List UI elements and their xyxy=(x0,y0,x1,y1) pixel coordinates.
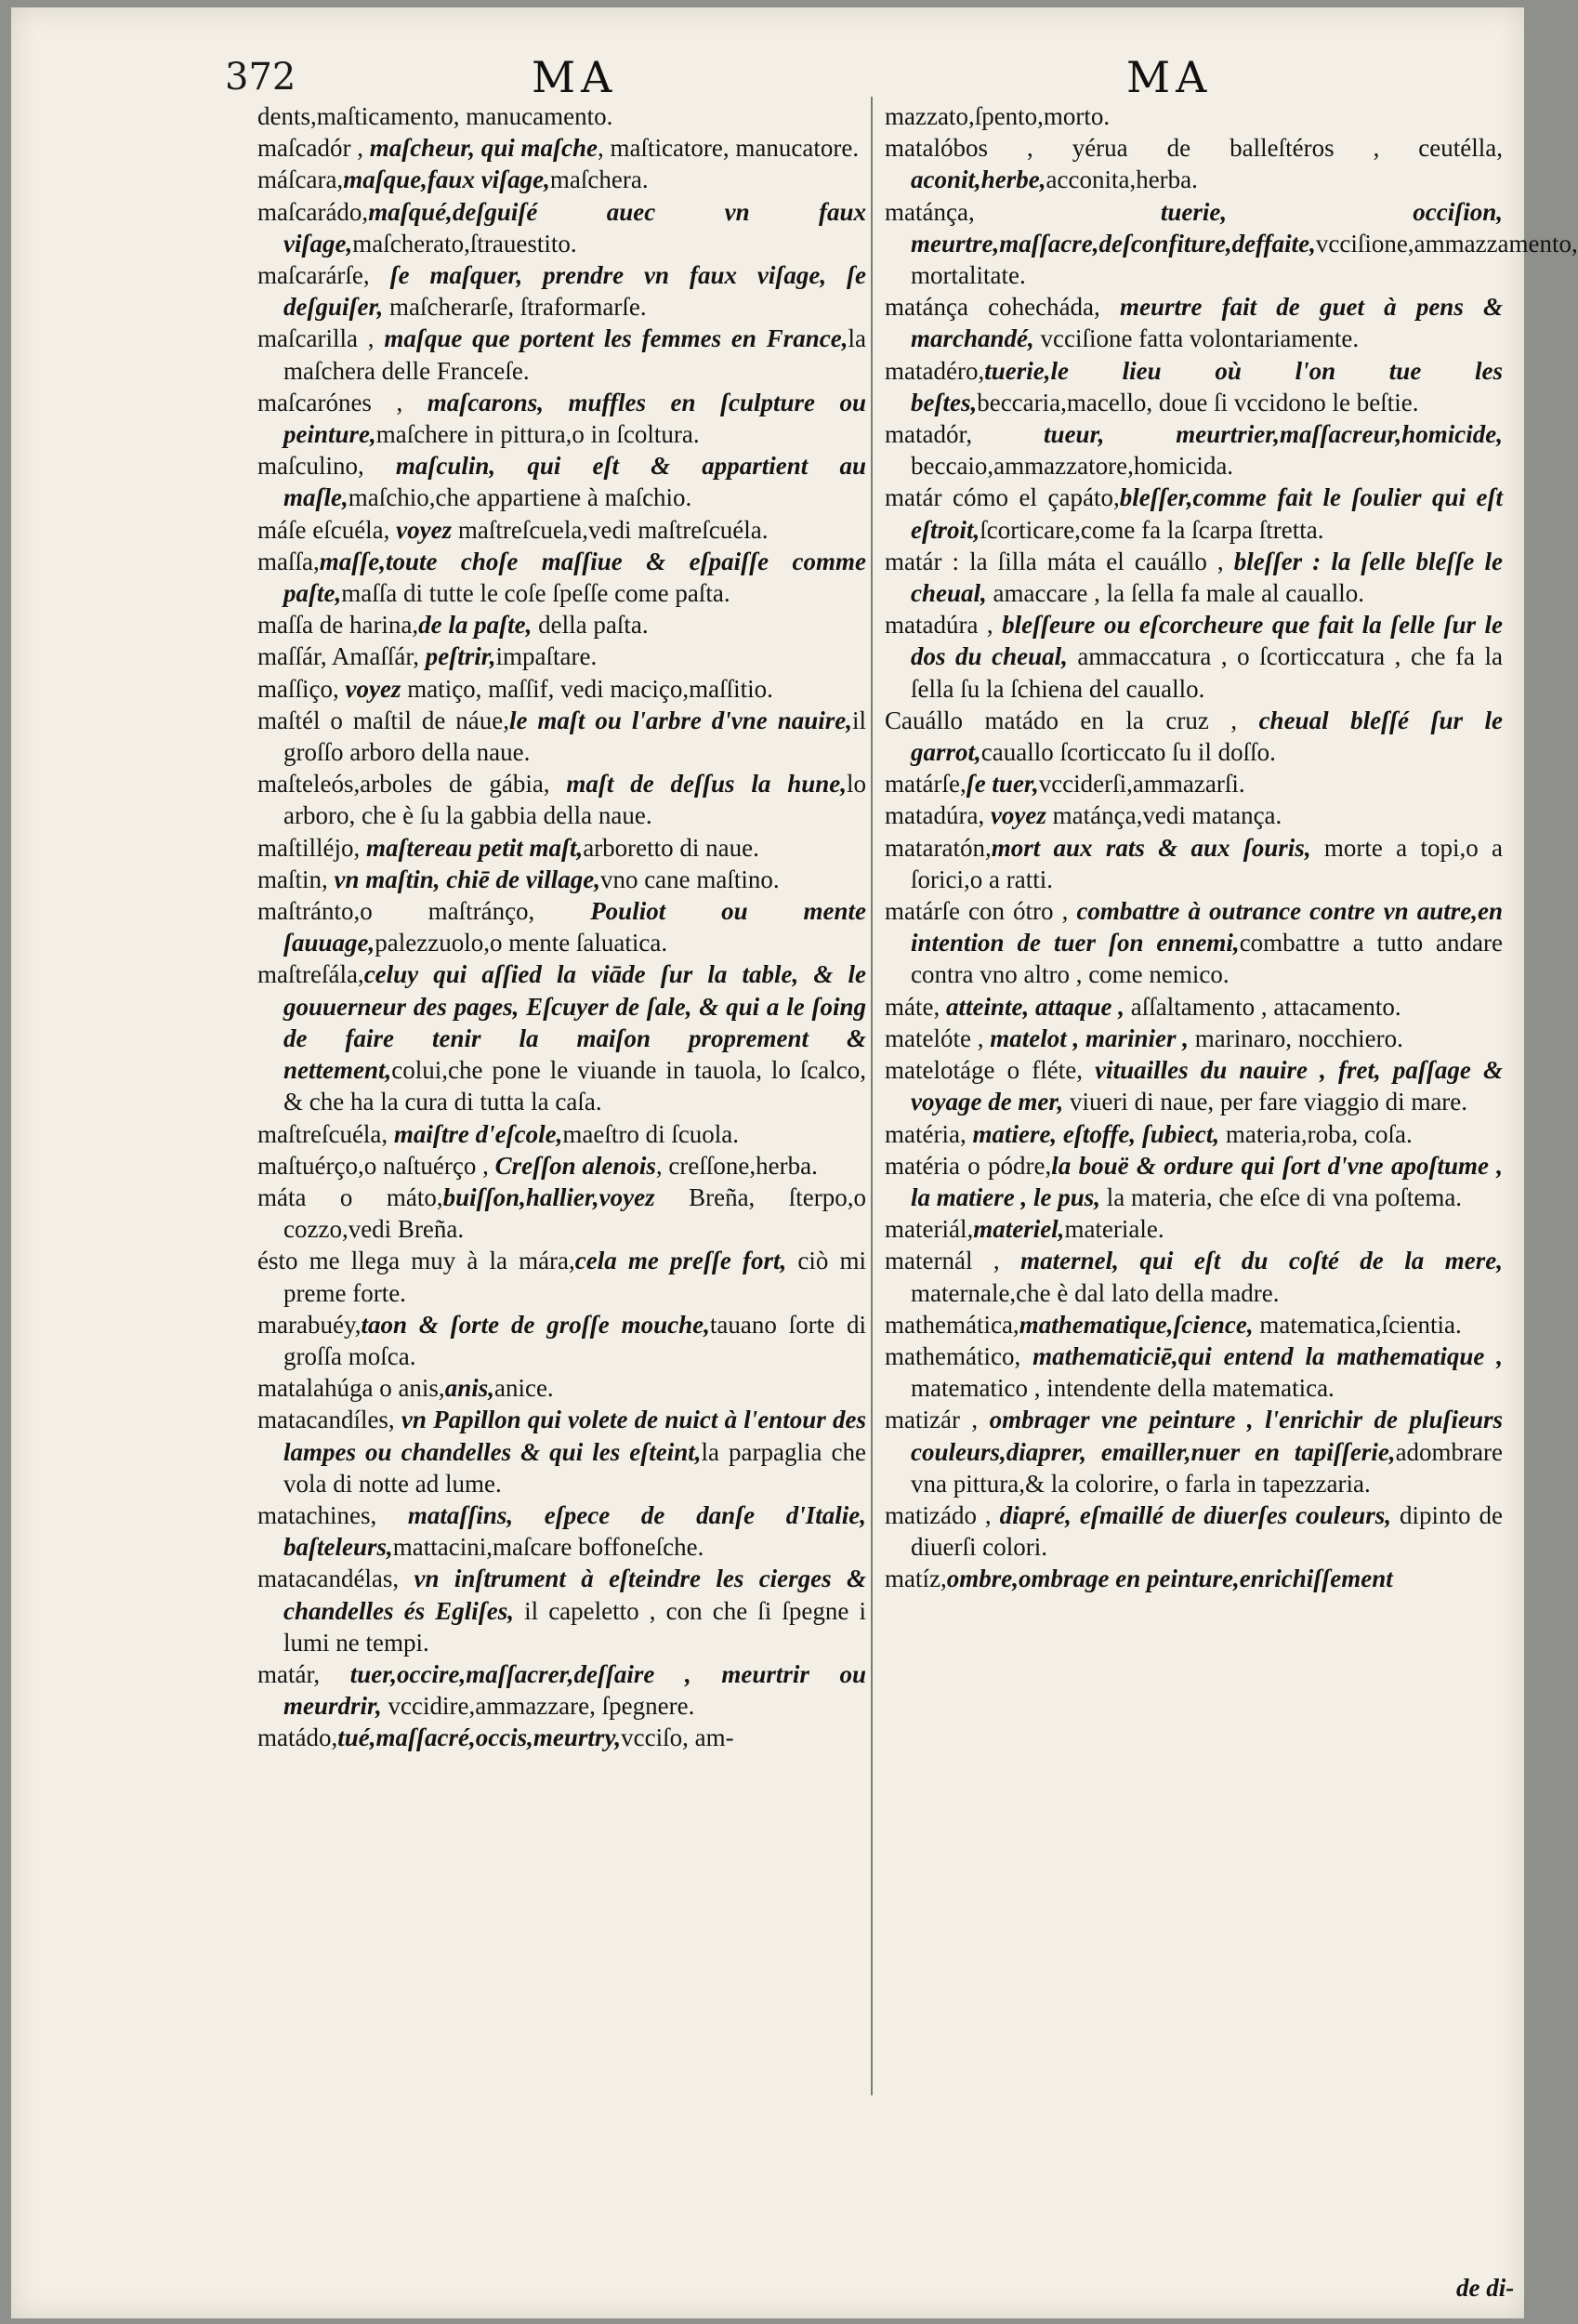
entry-headword: materiál, xyxy=(885,1215,974,1244)
entry-italian: matematico , intendente della matematica. xyxy=(911,1374,1335,1403)
entry-french: le maſt ou l'arbre d'vne nauire, xyxy=(508,706,852,734)
dictionary-entry xyxy=(885,832,1503,895)
dictionary-entry xyxy=(257,1563,866,1658)
dictionary-entry xyxy=(885,609,1503,705)
dictionary-entry xyxy=(257,514,866,546)
entry-french: anis, xyxy=(444,1374,494,1403)
dictionary-entry xyxy=(885,1340,1503,1404)
entry-french: maſt de deſſus la hune, xyxy=(566,770,847,799)
entry-italian: , creſſone,herba. xyxy=(655,1151,818,1180)
dictionary-entry xyxy=(885,291,1503,354)
entry-french: tueur, meurtrier,maſſacreur,homicide, xyxy=(1044,420,1503,449)
entry-italian: amaccare , la ſella fa male al cauallo. xyxy=(986,579,1365,608)
dictionary-entry xyxy=(257,387,866,450)
entry-italian: materia,roba, coſa. xyxy=(1219,1119,1413,1148)
dictionary-entry xyxy=(257,705,866,768)
entry-italian: combattre a tutto andare contra vno altro , come nemico. xyxy=(911,929,1503,989)
entry-headword: matéria o pódre, xyxy=(885,1151,1052,1180)
dictionary-entry xyxy=(257,100,866,132)
entry-italian: vcciſo, am- xyxy=(621,1723,734,1752)
entry-french: ombre,ombrage en peinture,enrichiſſement xyxy=(946,1565,1393,1593)
entry-headword: matelotáge o fléte, xyxy=(885,1056,1096,1085)
entry-headword: matachines, xyxy=(257,1500,408,1529)
entry-headword: matadúra, xyxy=(885,801,991,830)
entry-french: maſculin, qui eſt & appartient au maſle, xyxy=(283,452,866,512)
dictionary-entry xyxy=(257,895,866,958)
dictionary-entry xyxy=(257,1150,866,1182)
entry-italian: matematica,ſcientia. xyxy=(1253,1310,1462,1339)
entry-headword: matizádo , xyxy=(885,1500,1000,1529)
entry-french: cheual bleſſé ſur le garrot, xyxy=(911,706,1504,767)
entry-italian: adombrare vna pittura,& la colorire, o farla in tapezzaria. xyxy=(911,1437,1503,1498)
entry-italian: maſchera. xyxy=(549,165,649,194)
dictionary-entry xyxy=(885,546,1503,609)
entry-italian: il capeletto , con che ſi ſpegne i lumi ne tempi. xyxy=(283,1596,866,1657)
entry-headword: maſtél o maſtil de náue, xyxy=(257,706,509,734)
entry-italian: vcciderſi,ammazarſi. xyxy=(1038,770,1245,799)
entry-headword: matéria, xyxy=(885,1119,973,1148)
entry-french: maſcarons, muffles en ſculpture ou peinture, xyxy=(283,388,867,449)
entry-french: maſſe,toute choſe maſſiue & eſpaiſſe comme paſte, xyxy=(283,547,866,608)
entry-italian: maſcherato,ſtrauestito. xyxy=(352,229,577,257)
entry-italian: morte a topi,o a ſorici,o a ratti. xyxy=(911,833,1503,893)
entry-italian: ſcorticare,come fa la ſcarpa ſtretta. xyxy=(980,515,1324,544)
dictionary-entry xyxy=(885,1150,1503,1213)
entry-french: bleſſer,comme fait le ſoulier qui eſt eſtroit, xyxy=(911,483,1504,544)
entry-headword: dents, xyxy=(257,102,317,130)
entry-italian: anice. xyxy=(493,1374,554,1403)
entry-french: vn inſtrument à eſteindre les cierges & chandelles és Egliſes, xyxy=(283,1565,867,1625)
entry-italian: vno cane maſtino. xyxy=(599,865,780,893)
dictionary-entry xyxy=(257,132,866,164)
entry-headword: maſcadór , xyxy=(257,134,370,163)
entry-headword: maſcarárſe, xyxy=(257,261,390,290)
entry-italian: beccaio,ammazzatore,homicida. xyxy=(911,452,1234,481)
entry-french: Creſſon alenois xyxy=(494,1151,656,1180)
entry-headword: maſcarónes , xyxy=(257,388,427,416)
dictionary-entry xyxy=(257,259,866,323)
entry-italian: tauano ſorte di groſſa moſca. xyxy=(283,1310,867,1370)
entry-headword: matacandíles, xyxy=(257,1406,401,1434)
dictionary-entry xyxy=(885,355,1503,418)
entry-italian: viueri di naue, per fare viaggio di mare. xyxy=(1063,1088,1468,1116)
entry-italian: maſchio,che appartiene à maſchio. xyxy=(348,483,692,512)
entry-headword: matánça cohecháda, xyxy=(885,293,1120,322)
entry-italian: cauallo ſcorticcato ſu il doſſo. xyxy=(980,738,1276,767)
entry-headword: máte, xyxy=(885,992,946,1021)
entry-headword: maſſiço, xyxy=(257,674,346,703)
dictionary-entry xyxy=(885,132,1503,195)
dictionary-entry xyxy=(257,1404,866,1499)
entry-italian: maeſtro di ſcuola. xyxy=(562,1119,740,1148)
entry-headword: maſſa de harina, xyxy=(257,611,419,640)
dictionary-entry xyxy=(885,418,1503,482)
entry-headword: máſe eſcuéla, xyxy=(257,515,397,544)
entry-french: mataſſins, eſpece de danſe d'Italie, baſteleurs, xyxy=(283,1500,866,1562)
entry-italian: ciò mi preme forte. xyxy=(283,1247,866,1307)
entry-italian: aſſaltamento , attacamento. xyxy=(1124,992,1401,1021)
dictionary-entry xyxy=(257,640,866,672)
entry-french: maſcheur, qui maſche xyxy=(369,134,598,163)
entry-french: voyez xyxy=(345,674,401,703)
entry-headword: marabuéy, xyxy=(257,1310,362,1339)
dictionary-entry xyxy=(257,450,866,513)
dictionary-entry xyxy=(885,1023,1503,1054)
entry-italian: acconita,herba. xyxy=(1045,165,1198,194)
entry-french: mathematique,ſcience, xyxy=(1019,1310,1254,1339)
entry-french: vituailles du nauire , fret, paſſage & voyage de mer, xyxy=(911,1056,1503,1116)
entry-italian: maſcherarſe, ſtraformarſe. xyxy=(383,293,647,322)
entry-italian: mattacini,maſcare boffoneſche. xyxy=(392,1533,704,1562)
dictionary-entry xyxy=(257,768,866,831)
page-number: 372 xyxy=(225,56,296,99)
entry-french: tué,maſſacré,occis,meurtry, xyxy=(337,1723,622,1752)
entry-headword: matár cómo el çapáto, xyxy=(885,483,1120,512)
entry-french: aconit,herbe, xyxy=(911,165,1046,194)
entry-french: ombrager vne peinture , l'enrichir de pluſieurs couleurs,diaprer, emailler,nuer en tapiſſerie, xyxy=(911,1406,1503,1466)
entry-french: ſe maſquer, prendre vn faux viſage, ſe deſguiſer, xyxy=(283,261,866,322)
entry-french: matelot , marinier , xyxy=(990,1023,1189,1052)
dictionary-entry xyxy=(885,1213,1503,1245)
entry-headword: mathemática, xyxy=(885,1310,1019,1339)
entry-headword: maſtin, xyxy=(257,865,335,893)
entry-french: Pouliot ou mente ſauuage, xyxy=(283,897,866,957)
entry-french: de la paſte, xyxy=(418,611,533,640)
entry-french: tuerie,le lieu où l'on tue les beſtes, xyxy=(911,356,1503,416)
entry-french: taon & ſorte de groſſe mouche, xyxy=(361,1310,710,1339)
entry-headword: matizár , xyxy=(885,1406,990,1434)
entry-headword: mathemático, xyxy=(885,1341,1033,1370)
page-header xyxy=(11,46,1524,102)
entry-french: la bouë & ordure qui ſort d'vne apoſtume , la matiere , le pus, xyxy=(911,1151,1503,1211)
entry-french: matiere, eſtoffe, ſubiect, xyxy=(972,1119,1220,1148)
entry-italian: beccaria,macello, doue ſi vccidono le beſtie. xyxy=(977,388,1419,416)
entry-french: maſque,faux viſage, xyxy=(343,165,550,194)
entry-headword: maſtreſcuéla, xyxy=(257,1119,394,1148)
entry-headword: máta o máto, xyxy=(257,1182,443,1211)
book-page xyxy=(11,7,1578,2318)
dictionary-entry xyxy=(257,958,866,1117)
dictionary-entry xyxy=(257,864,866,895)
entry-headword: maſtuérço,o naſtuérço , xyxy=(257,1151,495,1180)
entry-french: maſtereau petit maſt, xyxy=(365,833,584,862)
dictionary-entry xyxy=(257,1182,866,1245)
entry-italian: della paſta. xyxy=(532,611,649,640)
entry-italian: marinaro, nocchiero. xyxy=(1188,1023,1403,1052)
dictionary-entry xyxy=(257,1372,866,1404)
entry-french: diapré, eſmaillé de diuerſes couleurs, xyxy=(999,1500,1392,1529)
entry-italian: impaſtare. xyxy=(495,642,598,671)
entry-italian: materiale. xyxy=(1064,1215,1164,1244)
dictionary-entry xyxy=(885,1499,1503,1563)
entry-italian: arboretto di naue. xyxy=(583,833,759,862)
dictionary-entry xyxy=(885,705,1503,768)
running-head-left: MA xyxy=(532,52,618,102)
dictionary-entry xyxy=(885,1404,1503,1499)
entry-headword: maſteleós,arboles de gábia, xyxy=(257,770,567,799)
entry-italian: palezzuolo,o mente ſaluatica. xyxy=(375,929,668,957)
entry-italian: lo arboro, che è ſu la gabbia della naue. xyxy=(283,770,866,830)
entry-headword: matelóte , xyxy=(885,1023,991,1052)
entry-french: vn maſtin, chiē de village, xyxy=(334,865,600,893)
entry-italian: la parpaglia che vola di notte ad lume. xyxy=(283,1437,867,1498)
dictionary-entry xyxy=(257,323,866,386)
entry-french: peſtrir, xyxy=(425,642,496,671)
entry-french: voyez xyxy=(396,515,453,544)
entry-headword: maſcarilla , xyxy=(257,324,385,353)
entry-italian: la materia, che eſce di vna poſtema. xyxy=(1100,1182,1463,1211)
dictionary-entry xyxy=(257,196,866,259)
entry-french: atteinte, attaque , xyxy=(945,992,1124,1021)
entry-italian: il groſſo arboro della naue. xyxy=(283,706,866,767)
entry-headword: matíz, xyxy=(885,1565,947,1593)
entry-headword: matár, xyxy=(257,1659,350,1688)
entry-french: buiſſon,hallier,voyez xyxy=(442,1182,655,1211)
entry-french: maſqué,deſguiſé auec vn faux viſage, xyxy=(283,197,866,257)
entry-headword: mataratón, xyxy=(885,833,992,862)
entry-french: combattre à outrance contre vn autre,en intention de tuer ſon ennemi, xyxy=(911,897,1503,957)
dictionary-entry xyxy=(885,1309,1503,1340)
entry-french: vn Papillon qui volete de nuict à l'entour des lampes ou chandelles & qui les eſteint, xyxy=(283,1406,866,1466)
entry-italian: la maſchera delle Franceſe. xyxy=(283,324,867,385)
entry-french: materiel, xyxy=(973,1215,1065,1244)
entry-french: bleſſer : la ſelle bleſſe le cheual, xyxy=(911,547,1503,608)
dictionary-entry xyxy=(257,832,866,864)
entry-italian: , maſticatore, manucatore. xyxy=(597,134,860,163)
entry-italian: maternale,che è dal lato della madre. xyxy=(911,1278,1280,1307)
entry-headword: maſcarádo, xyxy=(257,197,369,226)
entry-french: maſque que portent les femmes en France, xyxy=(384,324,848,353)
dictionary-entry xyxy=(257,1245,866,1308)
dictionary-entry xyxy=(257,164,866,195)
dictionary-entry xyxy=(885,991,1503,1023)
dictionary-entry xyxy=(885,768,1503,799)
entry-headword: maſſa, xyxy=(257,547,320,575)
entry-french: mort aux rats & aux ſouris, xyxy=(991,833,1311,862)
entry-headword: matárſe, xyxy=(885,770,967,799)
entry-french: celuy qui aſſied la viāde ſur la table, & le gouuerneur des pages, Eſcuyer de ſale, & qui a le ſoing de faire tenir la maiſon proprement & nettement, xyxy=(283,960,866,1085)
dictionary-entry xyxy=(257,1118,866,1150)
entry-headword: Cauállo matádo en la cruz , xyxy=(885,706,1259,734)
entry-italian: maſticamento, manucamento. xyxy=(316,102,613,130)
left-column xyxy=(257,100,866,1754)
dictionary-entry xyxy=(257,673,866,705)
dictionary-entry xyxy=(885,799,1503,831)
entry-headword: matadéro, xyxy=(885,356,985,385)
entry-french: maternel, qui eſt du coſté de la mere, xyxy=(1020,1247,1503,1275)
entry-italian: maſchere in pittura,o in ſcoltura. xyxy=(375,420,700,449)
entry-headword: mazzato,ſpento,morto. xyxy=(885,102,1111,130)
running-head-right: MA xyxy=(1126,52,1213,102)
entry-headword: maſtilléjo, xyxy=(257,833,366,862)
entry-headword: matánça, xyxy=(885,197,1161,226)
entry-headword: maſſár, Amaſſár, xyxy=(257,642,426,671)
dictionary-entry xyxy=(257,1499,866,1563)
dictionary-entry xyxy=(257,1658,866,1722)
entry-french: cela me preſſe fort, xyxy=(574,1247,787,1275)
dictionary-entry xyxy=(257,609,866,640)
entry-headword: maſtránto,o maſtránço, xyxy=(257,897,591,926)
entry-headword: ésto me llega muy à la mára, xyxy=(257,1247,575,1275)
dictionary-entry xyxy=(885,196,1578,292)
entry-italian: vcciſione,ammazzamento, mortalitate. xyxy=(911,229,1578,290)
entry-italian: maſtreſcuela,vedi maſtreſcuéla. xyxy=(452,515,769,544)
entry-french: voyez xyxy=(990,801,1046,830)
entry-headword: maternál , xyxy=(885,1247,1021,1275)
dictionary-entry xyxy=(257,1309,866,1372)
entry-italian: matánça,vedi matança. xyxy=(1045,801,1282,830)
entry-italian: dipinto de diuerſi colori. xyxy=(911,1500,1503,1562)
dictionary-entry xyxy=(885,482,1503,545)
dictionary-entry xyxy=(885,1054,1503,1117)
entry-french: tuer,occire,maſſacrer,deſſaire , meurtrir ou meurdrir, xyxy=(283,1659,866,1721)
entry-headword: matadúra , xyxy=(885,611,1003,640)
entry-headword: matadór, xyxy=(885,420,1045,449)
entry-headword: matalahúga o anis, xyxy=(257,1374,445,1403)
entry-headword: matacandélas, xyxy=(257,1565,414,1593)
entry-headword: matár : la ſilla máta el cauállo , xyxy=(885,547,1234,575)
dictionary-entry xyxy=(257,546,866,609)
dictionary-entry xyxy=(885,1563,1503,1594)
dictionary-entry xyxy=(885,100,1503,132)
dictionary-entry xyxy=(885,895,1503,991)
entry-french: tuerie, occiſion, meurtre,maſſacre,deſconfiture,deffaite, xyxy=(911,197,1503,257)
entry-italian: matiço, maſſif, vedi maciço,maſſitio. xyxy=(401,674,773,703)
entry-french: mathematiciē,qui entend la mathematique , xyxy=(1032,1341,1503,1370)
entry-headword: maſculino, xyxy=(257,452,396,481)
entry-headword: matalóbos , yérua de balleſtéros , ceutélla, xyxy=(885,134,1503,163)
entry-italian: vcciſione fatta volontariamente. xyxy=(1033,324,1360,353)
right-column xyxy=(885,100,1578,1595)
entry-headword: matárſe con ótro , xyxy=(885,897,1077,926)
entry-italian: vccidire,ammazzare, ſpegnere. xyxy=(381,1692,695,1721)
entry-french: maiſtre d'eſcole, xyxy=(393,1119,563,1148)
column-divider xyxy=(871,97,873,2095)
entry-french: ſe tuer, xyxy=(966,770,1039,799)
entry-headword: máſcara, xyxy=(257,165,344,194)
entry-french: bleſſeure ou eſcorcheure que fait la ſelle ſur le dos du cheual, xyxy=(911,611,1503,671)
dictionary-entry xyxy=(257,1722,866,1753)
entry-italian: maſſa di tutte le coſe ſpeſſe come paſta. xyxy=(341,579,730,608)
entry-italian: ammaccatura , o ſcorticcatura , che fa la ſella ſu la ſchiena del cauallo. xyxy=(911,642,1503,703)
catchword: de di- xyxy=(1456,2274,1515,2302)
dictionary-entry xyxy=(885,1245,1503,1308)
dictionary-entry xyxy=(885,1118,1503,1150)
entry-headword: maſtreſála, xyxy=(257,960,364,989)
entry-french: meurtre fait de guet à pens & marchandé, xyxy=(911,293,1504,353)
entry-headword: matádo, xyxy=(257,1723,338,1752)
entry-italian: Breña, ſterpo,o cozzo,vedi Breña. xyxy=(283,1182,866,1244)
entry-italian: colui,che pone le viuande in tauola, lo ſcalco, & che ha la cura di tutta la caſa. xyxy=(283,1056,866,1116)
